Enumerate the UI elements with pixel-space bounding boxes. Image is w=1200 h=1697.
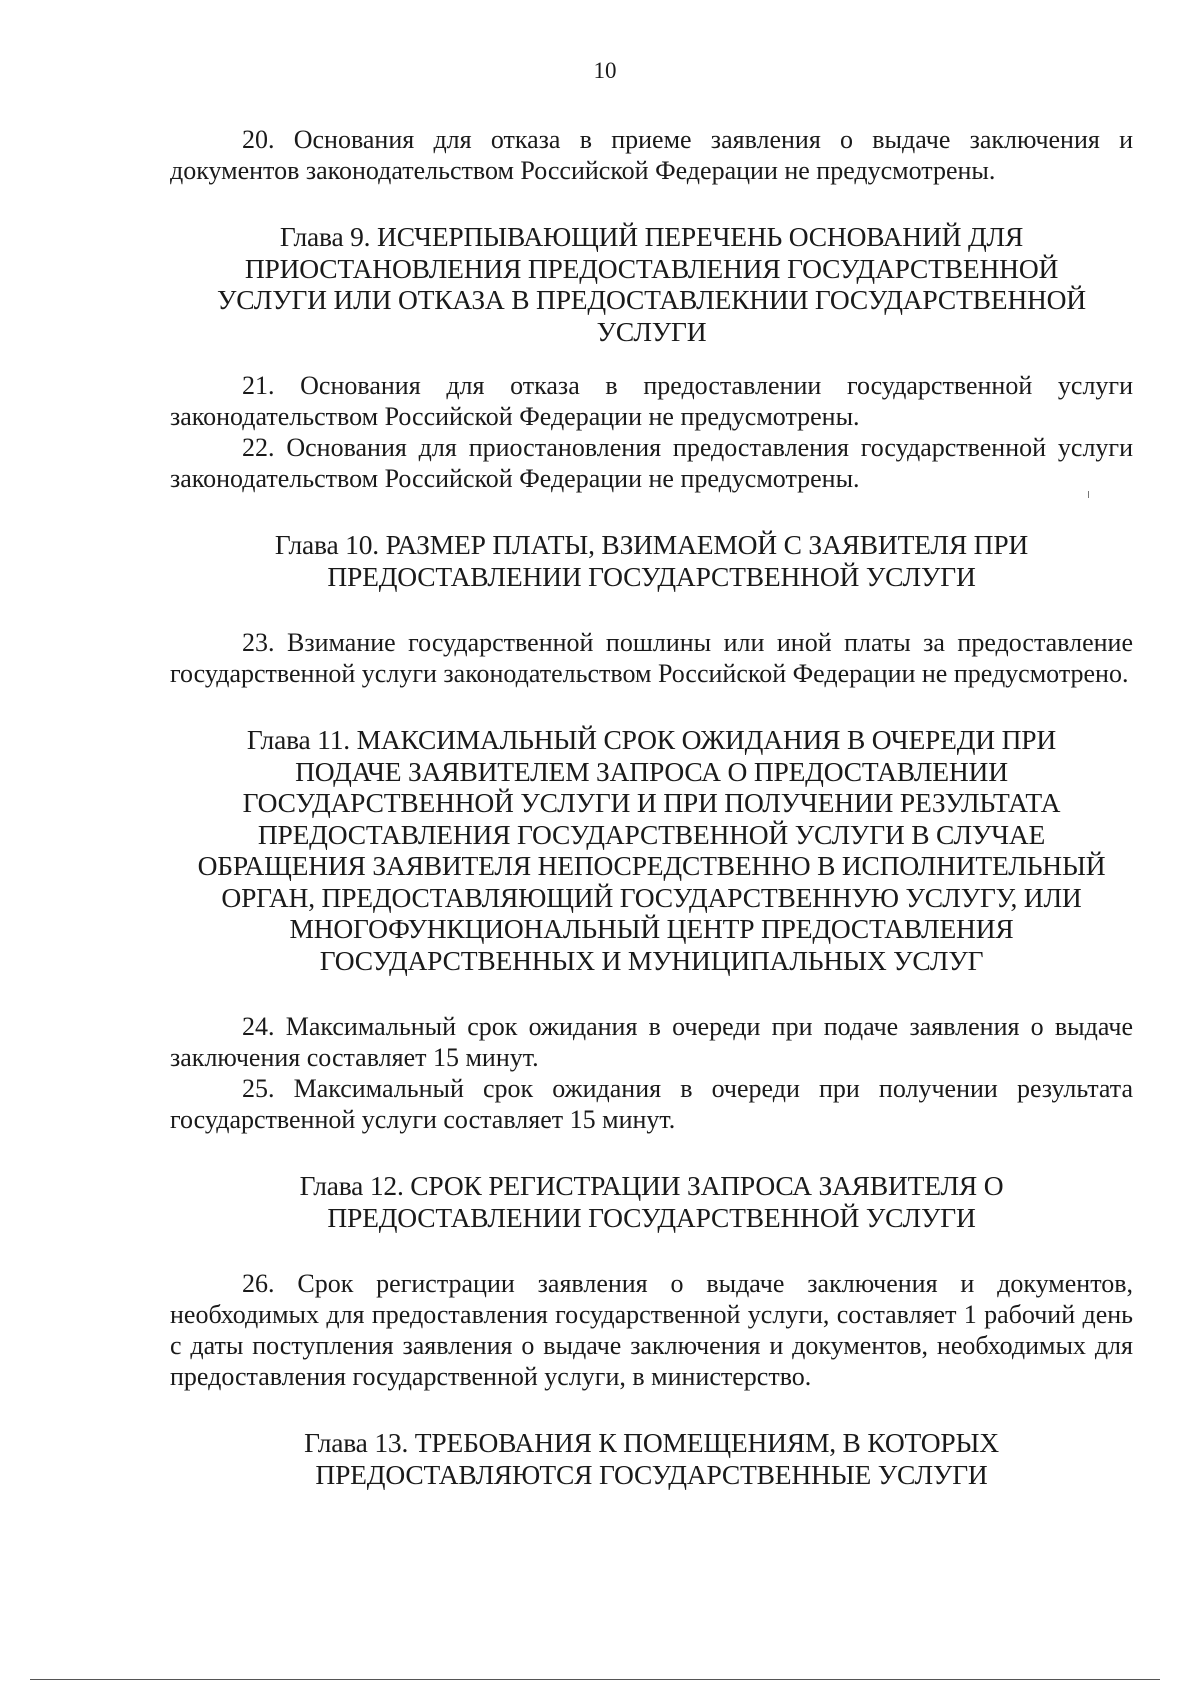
chapter-9-heading <box>170 221 1133 347</box>
chapter-9-heading-line: ПРИОСТАНОВЛЕНИЯ ПРЕДОСТАВЛЕНИЯ ГОСУДАРСТВЕННОЙ <box>244 252 1059 284</box>
paragraph-25: 25. Максимальный срок ожидания в очереди при получении результата государственной услуги составляет 15 минут. <box>170 1074 1133 1134</box>
chapter-11-heading-line: ОБРАЩЕНИЯ ЗАЯВИТЕЛЯ НЕПОСРЕДСТВЕННО В ИСПОЛНИТЕЛЬНЫЙ <box>197 850 1106 881</box>
chapter-9-heading-line: Глава 9. ИСЧЕРПЫВАЮЩИЙ ПЕРЕЧЕНЬ ОСНОВАНИЙ ДЛЯ <box>279 221 1024 252</box>
document-body <box>170 124 1133 1490</box>
chapter-11-heading <box>170 724 1133 976</box>
chapter-11-heading-line: ГОСУДАРСТВЕННЫХ И МУНИЦИПАЛЬНЫХ УСЛУГ <box>319 944 984 976</box>
chapter-10-heading-line: Глава 10. РАЗМЕР ПЛАТЫ, ВЗИМАЕМОЙ С ЗАЯВИТЕЛЯ ПРИ <box>274 529 1029 560</box>
chapter-12-heading-line: ПРЕДОСТАВЛЕНИИ ГОСУДАРСТВЕННОЙ УСЛУГИ <box>327 1201 976 1233</box>
chapter-12-heading-line: Глава 12. СРОК РЕГИСТРАЦИИ ЗАПРОСА ЗАЯВИТЕЛЯ О <box>299 1170 1004 1201</box>
page-number: 10 <box>593 58 617 83</box>
chapter-12-heading <box>170 1170 1133 1233</box>
chapter-11-heading-line: ПРЕДОСТАВЛЕНИЯ ГОСУДАРСТВЕННОЙ УСЛУГИ В СЛУЧАЕ <box>257 818 1046 850</box>
chapter-11-heading-line: МНОГОФУНКЦИОНАЛЬНЫЙ ЦЕНТР ПРЕДОСТАВЛЕНИЯ <box>289 913 1014 944</box>
paragraph-20: 20. Основания для отказа в приеме заявления о выдаче заключения и документов законодательством Российской Федерации не предусмотрены. <box>170 125 1133 185</box>
chapter-9-heading-line: УСЛУГИ ИЛИ ОТКАЗА В ПРЕДОСТАВЛЕКНИИ ГОСУДАРСТВЕННОЙ <box>217 284 1086 315</box>
scan-bottom-edge-line <box>30 1679 1160 1680</box>
chapter-13-heading-line: ПРЕДОСТАВЛЯЮТСЯ ГОСУДАРСТВЕННЫЕ УСЛУГИ <box>315 1458 988 1490</box>
chapter-11-heading-line: ГОСУДАРСТВЕННОЙ УСЛУГИ И ПРИ ПОЛУЧЕНИИ РЕЗУЛЬТАТА <box>242 787 1061 818</box>
scan-artifact-mark <box>1088 491 1089 498</box>
paragraph-24: 24. Максимальный срок ожидания в очереди при подаче заявления о выдаче заключения составляет 15 минут. <box>170 1012 1133 1072</box>
chapter-13-heading <box>170 1427 1133 1490</box>
paragraph-26: 26. Срок регистрации заявления о выдаче заключения и документов, необходимых для предоставления государственной услуги, составляет 1 рабочий день с даты поступления заявления о выдаче заключения и документов, необходимых для предоставления государственной услуги, в министерство. <box>170 1269 1133 1391</box>
chapter-11-heading-line: Глава 11. МАКСИМАЛЬНЫЙ СРОК ОЖИДАНИЯ В ОЧЕРЕДИ ПРИ <box>246 724 1057 755</box>
chapter-10-heading-line: ПРЕДОСТАВЛЕНИИ ГОСУДАРСТВЕННОЙ УСЛУГИ <box>327 560 976 592</box>
paragraph-21: 21. Основания для отказа в предоставлении государственной услуги законодательством Российской Федерации не предусмотрены. <box>170 371 1133 431</box>
chapter-10-heading <box>170 529 1133 592</box>
chapter-9-heading-line: УСЛУГИ <box>596 315 707 347</box>
paragraph-23: 23. Взимание государственной пошлины или иной платы за предоставление государственной услуги законодательством Российской Федерации не предусмотрено. <box>170 628 1133 688</box>
chapter-13-heading-line: Глава 13. ТРЕБОВАНИЯ К ПОМЕЩЕНИЯМ, В КОТОРЫХ <box>304 1427 999 1458</box>
chapter-11-heading-line: ПОДАЧЕ ЗАЯВИТЕЛЕМ ЗАПРОСА О ПРЕДОСТАВЛЕНИИ <box>295 755 1008 787</box>
chapter-11-heading-line: ОРГАН, ПРЕДОСТАВЛЯЮЩИЙ ГОСУДАРСТВЕННУЮ УСЛУГУ, ИЛИ <box>221 881 1082 913</box>
paragraph-22: 22. Основания для приостановления предоставления государственной услуги законодательством Российской Федерации не предусмотрены. <box>170 433 1133 493</box>
